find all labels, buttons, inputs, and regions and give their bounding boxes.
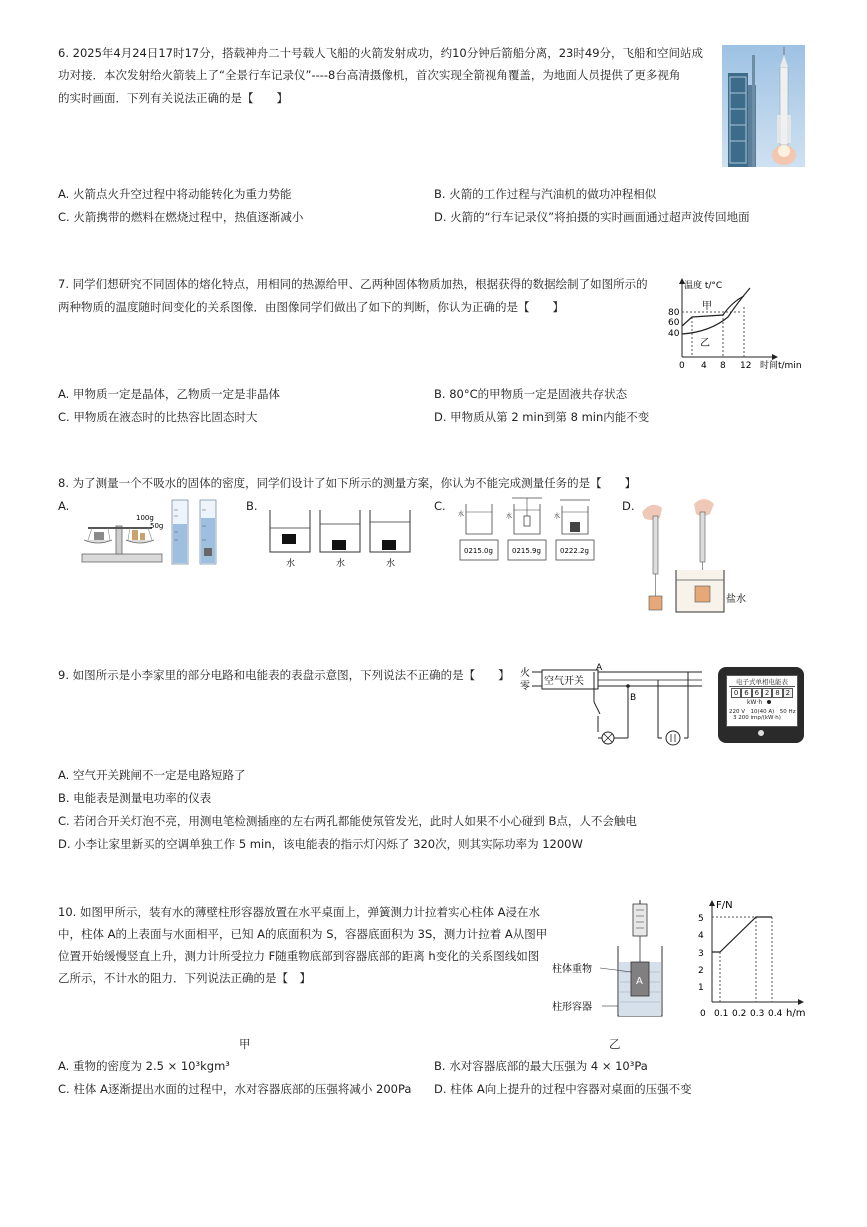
x-axis-arrow: [772, 354, 778, 360]
y-tick-1: 1: [698, 983, 704, 993]
q7-option-c[interactable]: C. 甲物质在液态时的比热容比固态时大: [58, 410, 258, 424]
x-tick-0.4: 0.4: [768, 1009, 783, 1019]
q6-option-b[interactable]: B. 火箭的工作过程与汽油机的做功冲程相似: [434, 187, 657, 201]
household-circuit-diagram: [518, 662, 708, 750]
meter-indicator-light-icon: [767, 700, 771, 704]
water-label-c2: 水: [506, 513, 513, 520]
q10-option-b[interactable]: B. 水对容器底部的最大压强为 4 × 10³Pa: [434, 1059, 648, 1073]
meter-unit-text: kW·h: [747, 699, 763, 706]
x-tick-0.1: 0.1: [714, 1009, 729, 1019]
q10-line-2: 中，柱体 A的上表面与水面相平，已知 A的底面积为 S，容器底面积为 3S，测力计拉着 A从图甲: [58, 927, 548, 941]
meter-digit: 2: [783, 688, 793, 698]
socket-icon: [666, 731, 680, 745]
y-tick-80: 80: [668, 308, 680, 318]
q6-option-a[interactable]: A. 火箭点火升空过程中将动能转化为重力势能: [58, 187, 292, 201]
meter-digit: 2: [762, 688, 772, 698]
force-height-chart: [686, 896, 814, 1022]
meter-spec-2: 3 200 imp/(kW·h): [733, 715, 781, 721]
melting-curve-chart: [660, 272, 810, 377]
q7-line-1: 7. 同学们想研究不同固体的熔化特点，用相同的热源给甲、乙两种固体物质加热，根据获得的数据绘制了如图所示的: [58, 277, 648, 291]
three-beakers-figure: [266, 500, 416, 572]
y-tick-5: 5: [698, 914, 704, 924]
x-tick-0.3: 0.3: [750, 1009, 765, 1019]
q9-option-d[interactable]: D. 小李让家里新买的空调单独工作 5 min，该电能表的指示灯闪烁了 320次，则其实际功率为 1200W: [58, 837, 583, 851]
air-switch-label: 空气开关: [544, 676, 584, 687]
q8-label-b[interactable]: B.: [246, 499, 258, 513]
meter-screw-icon: [758, 730, 764, 736]
q7-option-d[interactable]: D. 甲物质从第 2 min到第 8 min内能不变: [434, 410, 650, 424]
q8-label-d[interactable]: D.: [622, 499, 635, 513]
point-a-label: A: [596, 663, 603, 673]
spring-scale-container-figure: [550, 898, 680, 1022]
q8-label-a[interactable]: A.: [58, 499, 70, 513]
balance-and-cylinders-figure: [78, 496, 228, 568]
scale-reading-1: 0215.0g: [464, 547, 493, 555]
q6-option-c[interactable]: C. 火箭携带的燃料在燃烧过程中，热值逐渐减小: [58, 210, 304, 224]
series-jia-label: 甲: [702, 301, 712, 312]
q10-option-c[interactable]: C. 柱体 A逐渐提出水面的过程中，水对容器底部的压强将减小 200Pa: [58, 1082, 412, 1096]
spring-scale-saltwater-figure: [640, 494, 750, 616]
x-tick-0: 0: [679, 361, 685, 371]
x-axis-label: h/m: [786, 1008, 806, 1019]
series-yi-label: 乙: [700, 338, 710, 349]
x-tick-4: 4: [701, 361, 707, 371]
y-axis-label: 温度 t/°C: [684, 281, 723, 291]
figure-yi-caption: 乙: [609, 1037, 621, 1051]
force-line: [712, 917, 772, 952]
x-axis-arrow: [798, 999, 804, 1005]
q6-line-2: 功对接．本次发射给火箭装上了“全景行车记录仪”----8台高清摄像机，首次实现全箭视角覆盖，为地面人员提供了更多视角: [58, 68, 681, 82]
x-axis-label: 时间t/min: [760, 361, 802, 371]
water-label-2: 水: [336, 559, 346, 569]
series-jia-line: [682, 296, 744, 326]
figure-jia-caption: 甲: [239, 1037, 251, 1051]
q9-option-b[interactable]: B. 电能表是测量电功率的仪表: [58, 791, 212, 805]
q7-option-a[interactable]: A. 甲物质一定是晶体，乙物质一定是非晶体: [58, 387, 280, 401]
meter-digit: 6: [741, 688, 751, 698]
point-b-label: B: [630, 693, 637, 703]
x-tick-8: 8: [720, 361, 726, 371]
q8-line: 8. 为了测量一个不吸水的固体的密度，同学们设计了如下所示的测量方案，你认为不能完成测量任务的是【 】: [58, 476, 637, 490]
energy-meter-face: [726, 675, 798, 727]
water-label-3: 水: [386, 559, 396, 569]
q10-line-4: 乙所示，不计水的阻力．下列说法正确的是【 】: [58, 971, 311, 985]
q9-line: 9. 如图所示是小李家里的部分电路和电能表的表盘示意图，下列说法不正确的是【 】: [58, 668, 510, 682]
y-axis-arrow: [709, 900, 715, 906]
y-tick-2: 2: [698, 966, 704, 976]
live-wire-label: 火: [520, 668, 530, 679]
x-tick-0.2: 0.2: [732, 1009, 747, 1019]
weight-50g: 50g: [150, 522, 164, 530]
beakers-on-scales-figure: [452, 494, 612, 566]
water-label-c3: 水: [554, 513, 561, 520]
q7-option-b[interactable]: B. 80°C的甲物质一定是固液共存状态: [434, 387, 628, 401]
y-axis-label: F/N: [716, 900, 733, 911]
cylinder-a-label: A: [636, 976, 643, 987]
meter-digit: 6: [752, 688, 762, 698]
q6-line-3: 的实时画面．下列有关说法正确的是【 】: [58, 91, 288, 105]
q9-option-a[interactable]: A. 空气开关跳闸不一定是电路短路了: [58, 768, 246, 782]
q8-label-c[interactable]: C.: [434, 499, 446, 513]
saltwater-label: 盐水: [726, 594, 746, 605]
q6-option-d[interactable]: D. 火箭的“行车记录仪”将拍摄的实时画面通过超声波传回地面: [434, 210, 750, 224]
y-tick-4: 4: [698, 931, 704, 941]
q10-line-1: 10. 如图甲所示，装有水的薄壁柱形容器放置在水平桌面上，弹簧测力计拉着实心柱体 A浸在水: [58, 905, 540, 919]
q10-option-a[interactable]: A. 重物的密度为 2.5 × 10³kgm³: [58, 1059, 230, 1073]
q10-line-3: 位置开始缓慢竖直上升，测力计所受拉力 F随重物底部到容器底部的距离 h变化的关系图线如图: [58, 949, 540, 963]
neutral-wire-label: 零: [520, 681, 530, 692]
energy-meter: [718, 667, 804, 743]
rocket-launch-photo: [722, 45, 805, 167]
weight-100g: 100g: [136, 514, 154, 522]
q6-line-1: 6. 2025年4月24日17时17分，搭载神舟二十号载人飞船的火箭发射成功，约10分钟后箭船分离，23时49分，飞船和空间站成: [58, 46, 704, 60]
q10-option-d[interactable]: D. 柱体 A向上提升的过程中容器对桌面的压强不变: [434, 1082, 692, 1096]
meter-digit: 0: [731, 688, 741, 698]
meter-digits: [731, 688, 793, 698]
spring-scale-icon: [633, 904, 647, 936]
q9-option-c[interactable]: C. 若闭合开关灯泡不亮，用测电笔检测插座的左右两孔都能使氖管发光，此时人如果不小心碰到 B点，人不会触电: [58, 814, 637, 828]
scale-reading-2: 0215.9g: [512, 547, 541, 555]
water-label-c1: 水: [458, 511, 465, 518]
x-tick-0: 0: [700, 1009, 706, 1019]
series-yi-line: [682, 288, 750, 334]
meter-title: 电子式单相电能表: [729, 677, 795, 687]
heavy-cylinder-label: 柱体重物: [552, 964, 592, 975]
y-tick-3: 3: [698, 949, 704, 959]
meter-spec-1: 220 V 10(40 A) 50 Hz: [729, 709, 796, 715]
water-label-1: 水: [286, 559, 296, 569]
meter-unit: [747, 699, 771, 706]
x-tick-12: 12: [740, 361, 752, 371]
scale-reading-3: 0222.2g: [560, 547, 589, 555]
q7-line-2: 两种物质的温度随时间变化的关系图像．由图像同学们做出了如下的判断，你认为正确的是【 】: [58, 300, 564, 314]
y-tick-60: 60: [668, 318, 680, 328]
y-tick-40: 40: [668, 329, 680, 339]
meter-digit: 8: [772, 688, 782, 698]
container-label: 柱形容器: [552, 1002, 592, 1013]
